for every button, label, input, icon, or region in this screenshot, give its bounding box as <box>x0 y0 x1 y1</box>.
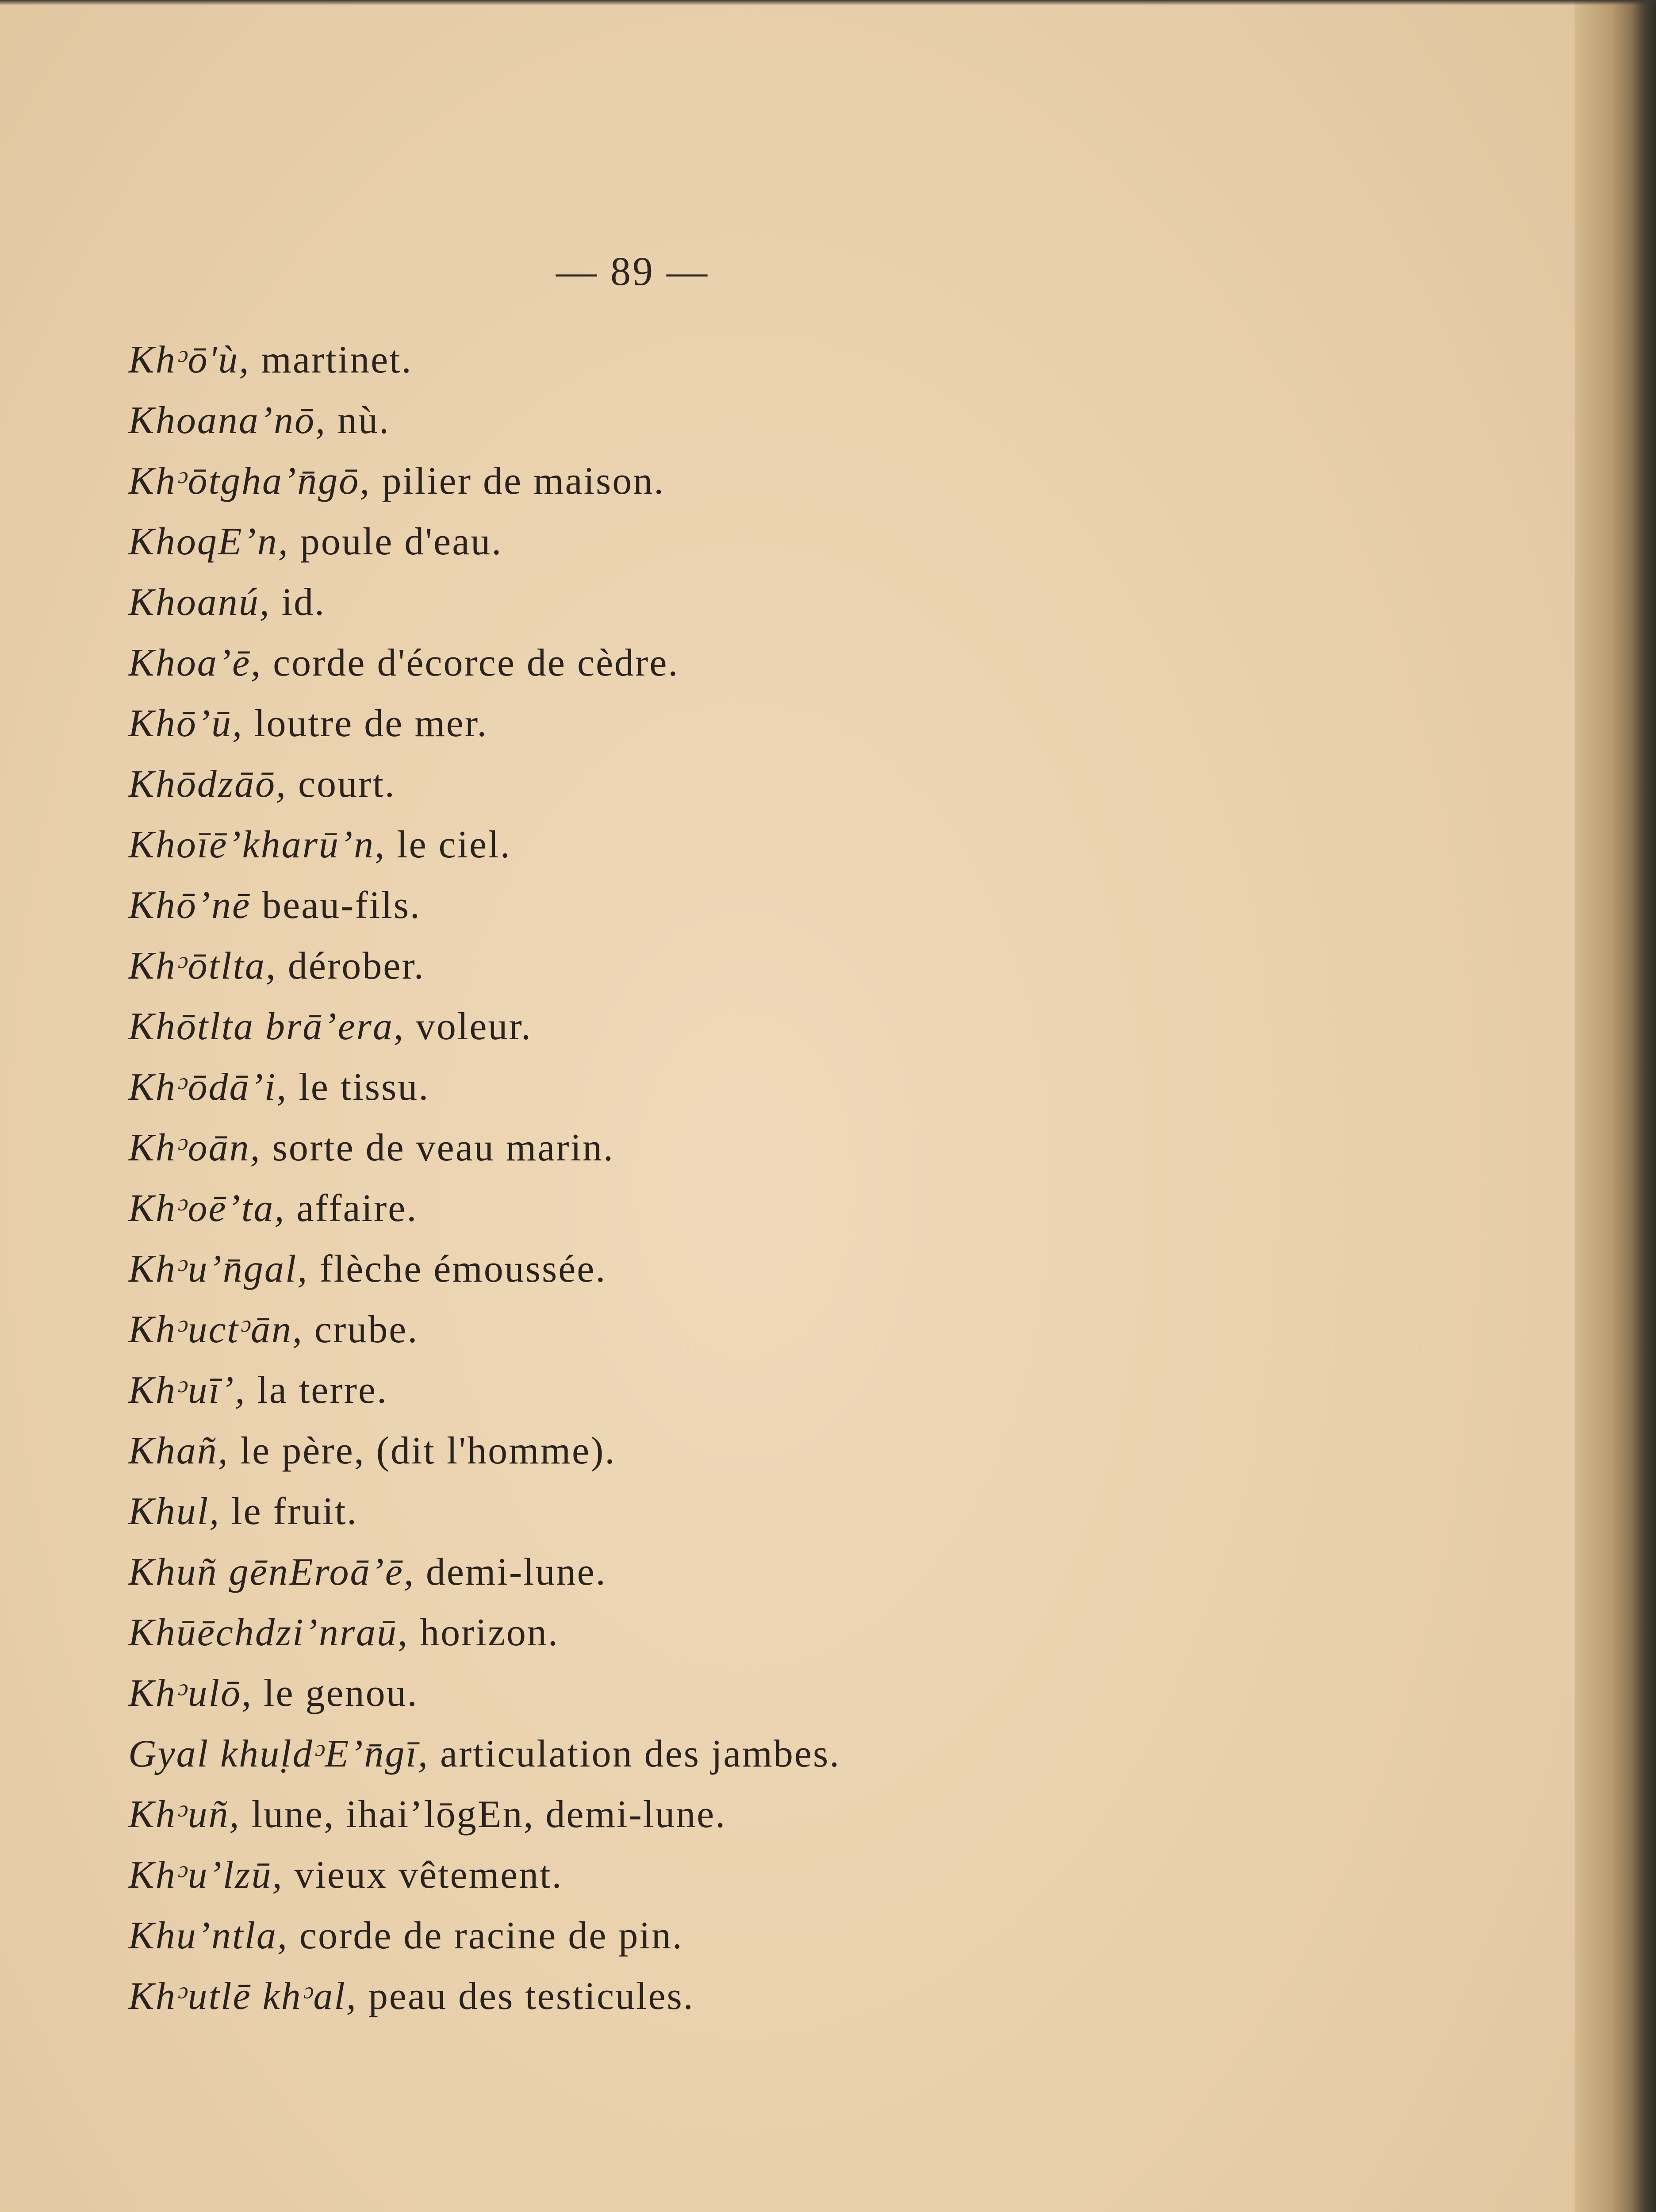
entry-term: Khoaʼē, <box>128 641 262 684</box>
entry-row <box>128 1429 1146 1492</box>
entry-term: Khōdzāō, <box>128 763 287 806</box>
entry-gloss: nù. <box>337 399 390 442</box>
entry-gloss: lune, ihaiʼlōgEn, demi-lune. <box>251 1793 727 1836</box>
entry-term: Khuñ gēnEroāʼē, <box>128 1551 415 1594</box>
page-top-edge <box>0 0 1656 5</box>
entry-term: Khoanú, <box>128 581 271 624</box>
entry-gloss: flèche émoussée. <box>319 1248 607 1290</box>
entry-gloss: articulation des jambes. <box>440 1732 841 1775</box>
entry-term: Khᵓuñ, <box>128 1793 241 1836</box>
entry-gloss: affaire. <box>296 1187 418 1230</box>
entry-term: Khᵓōtlta, <box>128 945 277 987</box>
entry-term: Khᵓuʼlzū, <box>128 1854 284 1897</box>
entry-term: Khᵓuīʼ, <box>128 1369 246 1412</box>
entry-row <box>128 1977 1146 2038</box>
entry-row <box>128 1674 1146 1735</box>
entry-row <box>128 1126 1146 1189</box>
entry-gloss: le fruit. <box>231 1490 358 1533</box>
entry-row <box>128 1371 1146 1432</box>
entry-row <box>128 886 1146 947</box>
entry-term: Khoīēʼkharūʼn, <box>128 823 386 866</box>
entry-row <box>128 641 1146 704</box>
entry-term: Khūēchdziʼnraū, <box>128 1611 409 1654</box>
entry-gloss: loutre de mer. <box>254 702 488 745</box>
entry-gloss: dérober. <box>288 945 425 987</box>
entry-row <box>128 1613 1146 1674</box>
entry-gloss: sorte de veau marin. <box>272 1126 615 1169</box>
entry-term: Khōʼnē <box>128 884 251 927</box>
entry-term: Khᵓōdāʼi, <box>128 1066 288 1109</box>
entry-gloss: le genou. <box>264 1672 418 1715</box>
entry-term: Khᵓulō, <box>128 1672 253 1715</box>
entry-term: Khul, <box>128 1490 221 1533</box>
entry-row <box>128 1795 1146 1856</box>
entry-row <box>128 462 1146 522</box>
entry-gloss: pilier de maison. <box>382 460 665 503</box>
entry-gloss: le père, (dit l'homme). <box>240 1429 616 1472</box>
entry-row <box>128 704 1146 765</box>
entry-row <box>128 338 1146 401</box>
entry-term: Khoanaʼnō, <box>128 399 326 442</box>
page-edge-shadow <box>1575 0 1656 2212</box>
entry-term: KhoqEʼn, <box>128 520 289 563</box>
entry-term: Khᵓoān, <box>128 1126 261 1169</box>
entry-row <box>128 1492 1146 1553</box>
entry-gloss: la terre. <box>257 1369 388 1412</box>
entry-gloss: peau des testicules. <box>368 1975 694 2018</box>
entry-gloss: demi-lune. <box>426 1551 607 1594</box>
entry-term: Khᵓoēʼta, <box>128 1187 286 1230</box>
entry-term: Khᵓō'ù, <box>128 338 250 381</box>
entry-gloss: court. <box>298 763 396 806</box>
entry-term: Khōtlta brāʼera, <box>128 1005 405 1048</box>
entry-term: Khᵓuʼn̄gal, <box>128 1248 309 1290</box>
page-number: — 89 — <box>556 249 709 294</box>
entry-row <box>128 583 1146 644</box>
entry-term: Khᵓutlē khᵓal, <box>128 1975 357 2018</box>
entry-term: Khōʼū, <box>128 702 243 745</box>
entry-row <box>128 1007 1146 1068</box>
entry-row <box>128 765 1146 826</box>
entry-gloss: beau-fils. <box>262 884 421 927</box>
entry-gloss: corde de racine de pin. <box>299 1914 683 1957</box>
entry-row <box>128 947 1146 1007</box>
entry-gloss: poule d'eau. <box>300 520 503 563</box>
entry-gloss: martinet. <box>261 338 413 381</box>
entry-row <box>128 401 1146 462</box>
entry-gloss: le tissu. <box>299 1066 430 1109</box>
entry-row <box>128 1856 1146 1916</box>
entry-row <box>128 522 1146 583</box>
entry-term: Khañ, <box>128 1429 229 1472</box>
entry-row <box>128 1916 1146 1977</box>
dictionary-entries <box>128 338 1146 2038</box>
entry-row <box>128 1553 1146 1613</box>
entry-gloss: vieux vêtement. <box>294 1854 563 1897</box>
entry-gloss: id. <box>281 581 326 624</box>
entry-term: Gyal khuḷdᵓEʼn̄gī, <box>128 1732 429 1775</box>
entry-gloss: corde d'écorce de cèdre. <box>273 641 679 684</box>
entry-row <box>128 1250 1146 1310</box>
entry-term: Khᵓōtghaʼn̄gō, <box>128 460 371 503</box>
entry-row <box>128 1732 1146 1795</box>
entry-term: Khᵓuctᵓān, <box>128 1308 303 1351</box>
entry-row <box>128 1189 1146 1250</box>
entry-row <box>128 823 1146 886</box>
entry-row <box>128 1310 1146 1371</box>
entry-gloss: crube. <box>314 1308 419 1351</box>
entry-gloss: le ciel. <box>397 823 511 866</box>
entry-row <box>128 1068 1146 1129</box>
entry-gloss: voleur. <box>415 1005 532 1048</box>
entry-term: Khuʼntla, <box>128 1914 288 1957</box>
entry-gloss: horizon. <box>420 1611 559 1654</box>
